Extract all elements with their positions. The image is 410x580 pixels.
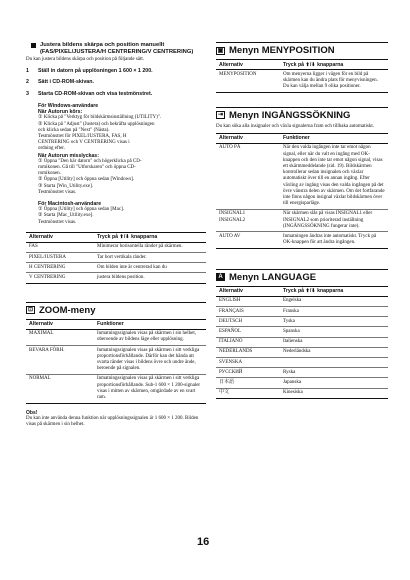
table-row [216,143,388,209]
table-row [216,70,388,93]
description-cell: När den valda ingången inte tar emot någon signal, eller när du valt en ingång med OK-knappen och den inte tar emot någon signal, visas ett skärmmeddelande (sid. 19). Bildskärmen kontrollerar sedan insignalen och växlar automatiskt över till en annan ingång. Efter växling av ingång visas den valda ingången på det övre vänstra delen av skärmen. Om det fortfarande inte finns någon insignal växlar bildskärmen över till energisparläge. [280,143,388,209]
step-number: 1 [26,67,29,74]
option-cell: H CENTRERING [26,263,94,273]
instruction-line: Testmönstret för PIXEL/JUSTERA, FAS, H [38,134,127,140]
description-cell: När skärmen slås på visas INSIGNAL1 eller INSIGNAL2 som prioriterad inställning (INGÅNGSSÖKNING fungerar inte). [280,209,388,232]
option-cell: PIXEL/JUSTERA [26,253,94,263]
description-cell: Om bilden inte är centrerad kan du [94,263,206,273]
step-number: 2 [26,79,29,86]
option-cell: DEUTSCH [216,317,280,327]
description-cell: Minimerar horisontella ränder på skärmen. [94,242,206,252]
note: Obs! Du kan inte använda denna funktion när upplösningssignalen är 1 600 × 1 200. Bilden visas på skärmen i sin helhet. [26,409,199,428]
table-row [216,388,388,398]
table-row [216,347,388,357]
instruction-line: ③ Starta [Win_Utility.exe]. [38,183,94,189]
instruction-line: romikonen. Gå till "Utforskaren" och öppna CD- [38,165,136,171]
instruction-line: ② Öppna [Utility] och öppna sedan [Windows]. [38,177,135,183]
description-cell: Japanska [280,378,388,388]
option-cell: РУССКИЙ [216,368,280,378]
step-text: Starta CD-ROM-skivan och visa testmönstret. [38,90,153,97]
language-icon: A [216,273,225,281]
instruction-line: Testmönstret visas. [38,189,77,195]
option-cell: NORMAL [26,374,94,403]
table-row [216,378,388,388]
instruction-line: ① Öppna [Utility] och öppna sedan [Mac]. [38,207,124,213]
table-row [26,346,206,375]
option-cell: BEVARA FÖRH. [26,346,94,375]
table-row [216,296,388,306]
zoom-table: Alternativ Funktioner MAXIMAL Inmatningssignalen visas på skärmen i sin helhet, oberoende av bildens läge eller upplösning. BEVARA FÖRH. Inmatningssignalen visas på skärmen i sitt verkliga proportionsförhållande. Därför kan det hända att svarta ränder visas i bildens övre och undre ände, beroende på signalen. NORMAL Inmatningssignalen visas på skärmen i sitt verkliga proportionsförhållande. Sub-1 600 × 1 200-signaler visas i mitten av skärmen, omgärdade av en svart ram. [26,319,206,404]
bullet-square-icon [31,43,36,48]
option-cell: ESPAÑOL [216,327,280,337]
menyposition-heading: ▣ Menyn MENYPOSITION [216,42,388,56]
step-item [26,91,206,97]
mac-lines [38,207,206,226]
table-row [26,253,206,263]
step-text: Sätt i CD-ROM-skivan. [38,79,94,86]
right-column [216,42,388,399]
language-table: Alternativ Tryck på ⬆/⬇ knapparna ENGLISH Engelska FRANÇAIS Franska DEUTSCH Tyska ESPAÑOL Spanska ITALIANO Italienska NEDERLANDS Nederländska SVENSKA РУССКИЙ Ryska 日本語 Japanska 中文 Kinesiska [216,286,388,399]
table-row [26,329,206,345]
ingangssokning-table: Alternativ Funktioner AUTO PÅ När den valda ingången inte tar emot någon signal, eller när du valt en ingång med OK-knappen och den inte tar emot någon signal, visas ett skärmmeddelande (sid. 19). Bildskärmen kontrollerar sedan insignalen och växlar automatiskt över till en annan ingång. Efter växling av ingång visas den valda ingången på det övre vänstra delen av skärmen. Om det fortfarande inte finns någon insignal växlar bildskärmen över till energisparläge. INSIGNAL1 INSIGNAL2 När skärmen slås på visas INSIGNAL1 eller INSIGNAL2 som prioriterad inställning (INGÅNGSSÖKNING fungerar inte). AUTO AV Inmatningen ändras inte automatiskt. Tryck på OK-knappen för att ändra ingången. [216,133,388,249]
instruction-line: ordning efter. [38,146,65,152]
table-row [26,273,206,283]
menu-position-icon: ▣ [217,47,224,54]
intro-text: Du kan justera bildens skärpa och position på följande sätt. [26,56,145,62]
table-row [216,327,388,337]
description-cell: Engelska [280,296,388,306]
description-cell: justera bildens position. [94,273,206,283]
mac-instructions: För Macintosh-användare ① Öppna [Utility] och öppna sedan [Mac]. ② Starta [Mac_Utility.exe]. Testmönstret visas. [38,201,206,226]
step-text: Ställ in datorn på upplösningen 1 600 × 1 200. [38,67,153,74]
menyposition-table: Alternativ Tryck på ⬆/⬇ knapparna MENYPOSITION Om menyerna ligger i vägen för en bild på skärmen kan du ändra plats för menyvisningen. Du kan välja mellan 9 olika positioner. [216,59,388,93]
option-cell: NEDERLANDS [216,347,280,357]
table-row [26,374,206,403]
option-cell: FRANÇAIS [216,307,280,317]
table-row [216,358,388,368]
language-heading: A Menyn LANGUAGE [216,269,388,283]
description-cell: Inmatningen ändras inte automatiskt. Tryck på OK-knappen för att ändra ingången. [280,232,388,248]
instruction-line: ② Starta [Mac_Utility.exe]. [38,213,94,219]
description-cell: Tyska [280,317,388,327]
description-cell [280,358,388,368]
description-cell: Om menyerna ligger i vägen för en bild på skärmen kan du ändra plats för menyvisningen. Du kan välja mellan 9 olika positioner. [280,70,388,93]
input-search-icon: ⇥ [217,112,224,119]
description-cell: Nederländska [280,347,388,357]
table-row [216,317,388,327]
description-cell: Inmatningssignalen visas på skärmen i sitt verkliga proportionsförhållande. Därför kan det hända att svarta ränder visas i bildens övre och undre ände, beroende på signalen. [94,346,206,375]
option-cell: FAS [26,242,94,252]
instruction-line: romikonen. [38,171,61,177]
autorun-off-lines [38,159,206,196]
windows-instructions: För Windows-användare När Autorun körs: ① Klicka på "Verktyg för bildskärmsinställning (UTILITY)". ② Klicka på "Adjust" (Justera) och bekräfta upplösningen och klicka sedan på "Next" (Nästa). Testmönstret för PIXEL/JUSTERA, FAS, H CENTRERING och V CENTRERING visas i ordning efter. När Autorun misslyckas: ① Öppna "Den här datorn" och högerklicka på CD- romikonen. Gå till "Utforskaren" och öppna CD- romikonen. ② Öppna [Utility] och öppna sedan [Windows]. ③ Starta [Win_Utility.exe]. Testmönstret visas. [38,103,206,196]
option-cell: ENGLISH [216,296,280,306]
option-cell: 日本語 [216,378,280,388]
description-cell: Tar bort vertikala ränder. [94,253,206,263]
step-item [26,79,206,85]
instruction-line: Testmönstret visas. [38,219,77,225]
steps-list [26,68,206,97]
option-cell: 中文 [216,388,280,398]
step-item [26,68,206,74]
instruction-line: CENTRERING och V CENTRERING visas i [38,140,130,146]
table-row [216,209,388,232]
ingangssokning-description: Du kan söka alla insignaler och växla signalerna fram och tillbaka automatiskt. [216,123,375,129]
table-row [216,307,388,317]
table-row [216,368,388,378]
description-cell: Inmatningssignalen visas på skärmen i sitt verkliga proportionsförhållande. Sub-1 600 × 1 200-signaler visas i mitten av skärmen, omgärdade av en svart ram. [94,374,206,403]
description-cell: Inmatningssignalen visas på skärmen i sin helhet, oberoende av bildens läge eller upplösning. [94,329,206,345]
option-cell: ITALIANO [216,337,280,347]
table-row [26,242,206,252]
option-cell: INSIGNAL1 INSIGNAL2 [216,209,280,232]
description-cell: Kinesiska [280,388,388,398]
autorun-on-lines [38,115,206,152]
instruction-line: ① Klicka på "Verktyg för bildskärmsinställning (UTILITY)". [38,115,162,121]
description-cell: Ryska [280,368,388,378]
option-cell: MENYPOSITION [216,70,280,93]
step-number: 3 [26,90,29,97]
table-row [216,232,388,248]
page-number: 16 [197,536,210,548]
option-cell: SVENSKA [216,358,280,368]
description-cell: Spanska [280,327,388,337]
option-cell: AUTO PÅ [216,143,280,209]
ingangssokning-heading: ⇥ Menyn INGÅNGSSÖKNING [216,107,388,121]
zoom-heading: ⊡ ZOOM-meny [26,302,206,316]
description-cell: Franska [280,307,388,317]
option-cell: MAXIMAL [26,329,94,345]
instruction-line: och klicka sedan på "Next" (Nästa). [38,127,110,133]
instruction-line: ① Öppna "Den här datorn" och högerklicka på CD- [38,158,142,164]
option-cell: AUTO AV [216,232,280,248]
section-header: Justera bildens skärpa och position manuellt (FAS/PIXEL/JUSTERA/H CENTRERING/V CENTRERING) [31,42,206,56]
zoom-icon: ⊡ [27,307,34,314]
adjust-table: Alternativ Tryck på ⬆/⬇ knapparna FAS Minimerar horisontella ränder på skärmen. PIXEL/JUSTERA Tar bort vertikala ränder. H CENTRERING Om bilden inte är centrerad kan du V CENTRERING justera bildens position. [26,232,206,284]
left-column [26,42,206,428]
option-cell: V CENTRERING [26,273,94,283]
table-row [216,337,388,347]
instruction-line: ② Klicka på "Adjust" (Justera) och bekräfta upplösningen [38,121,155,127]
table-row [26,263,206,273]
description-cell: Italienska [280,337,388,347]
